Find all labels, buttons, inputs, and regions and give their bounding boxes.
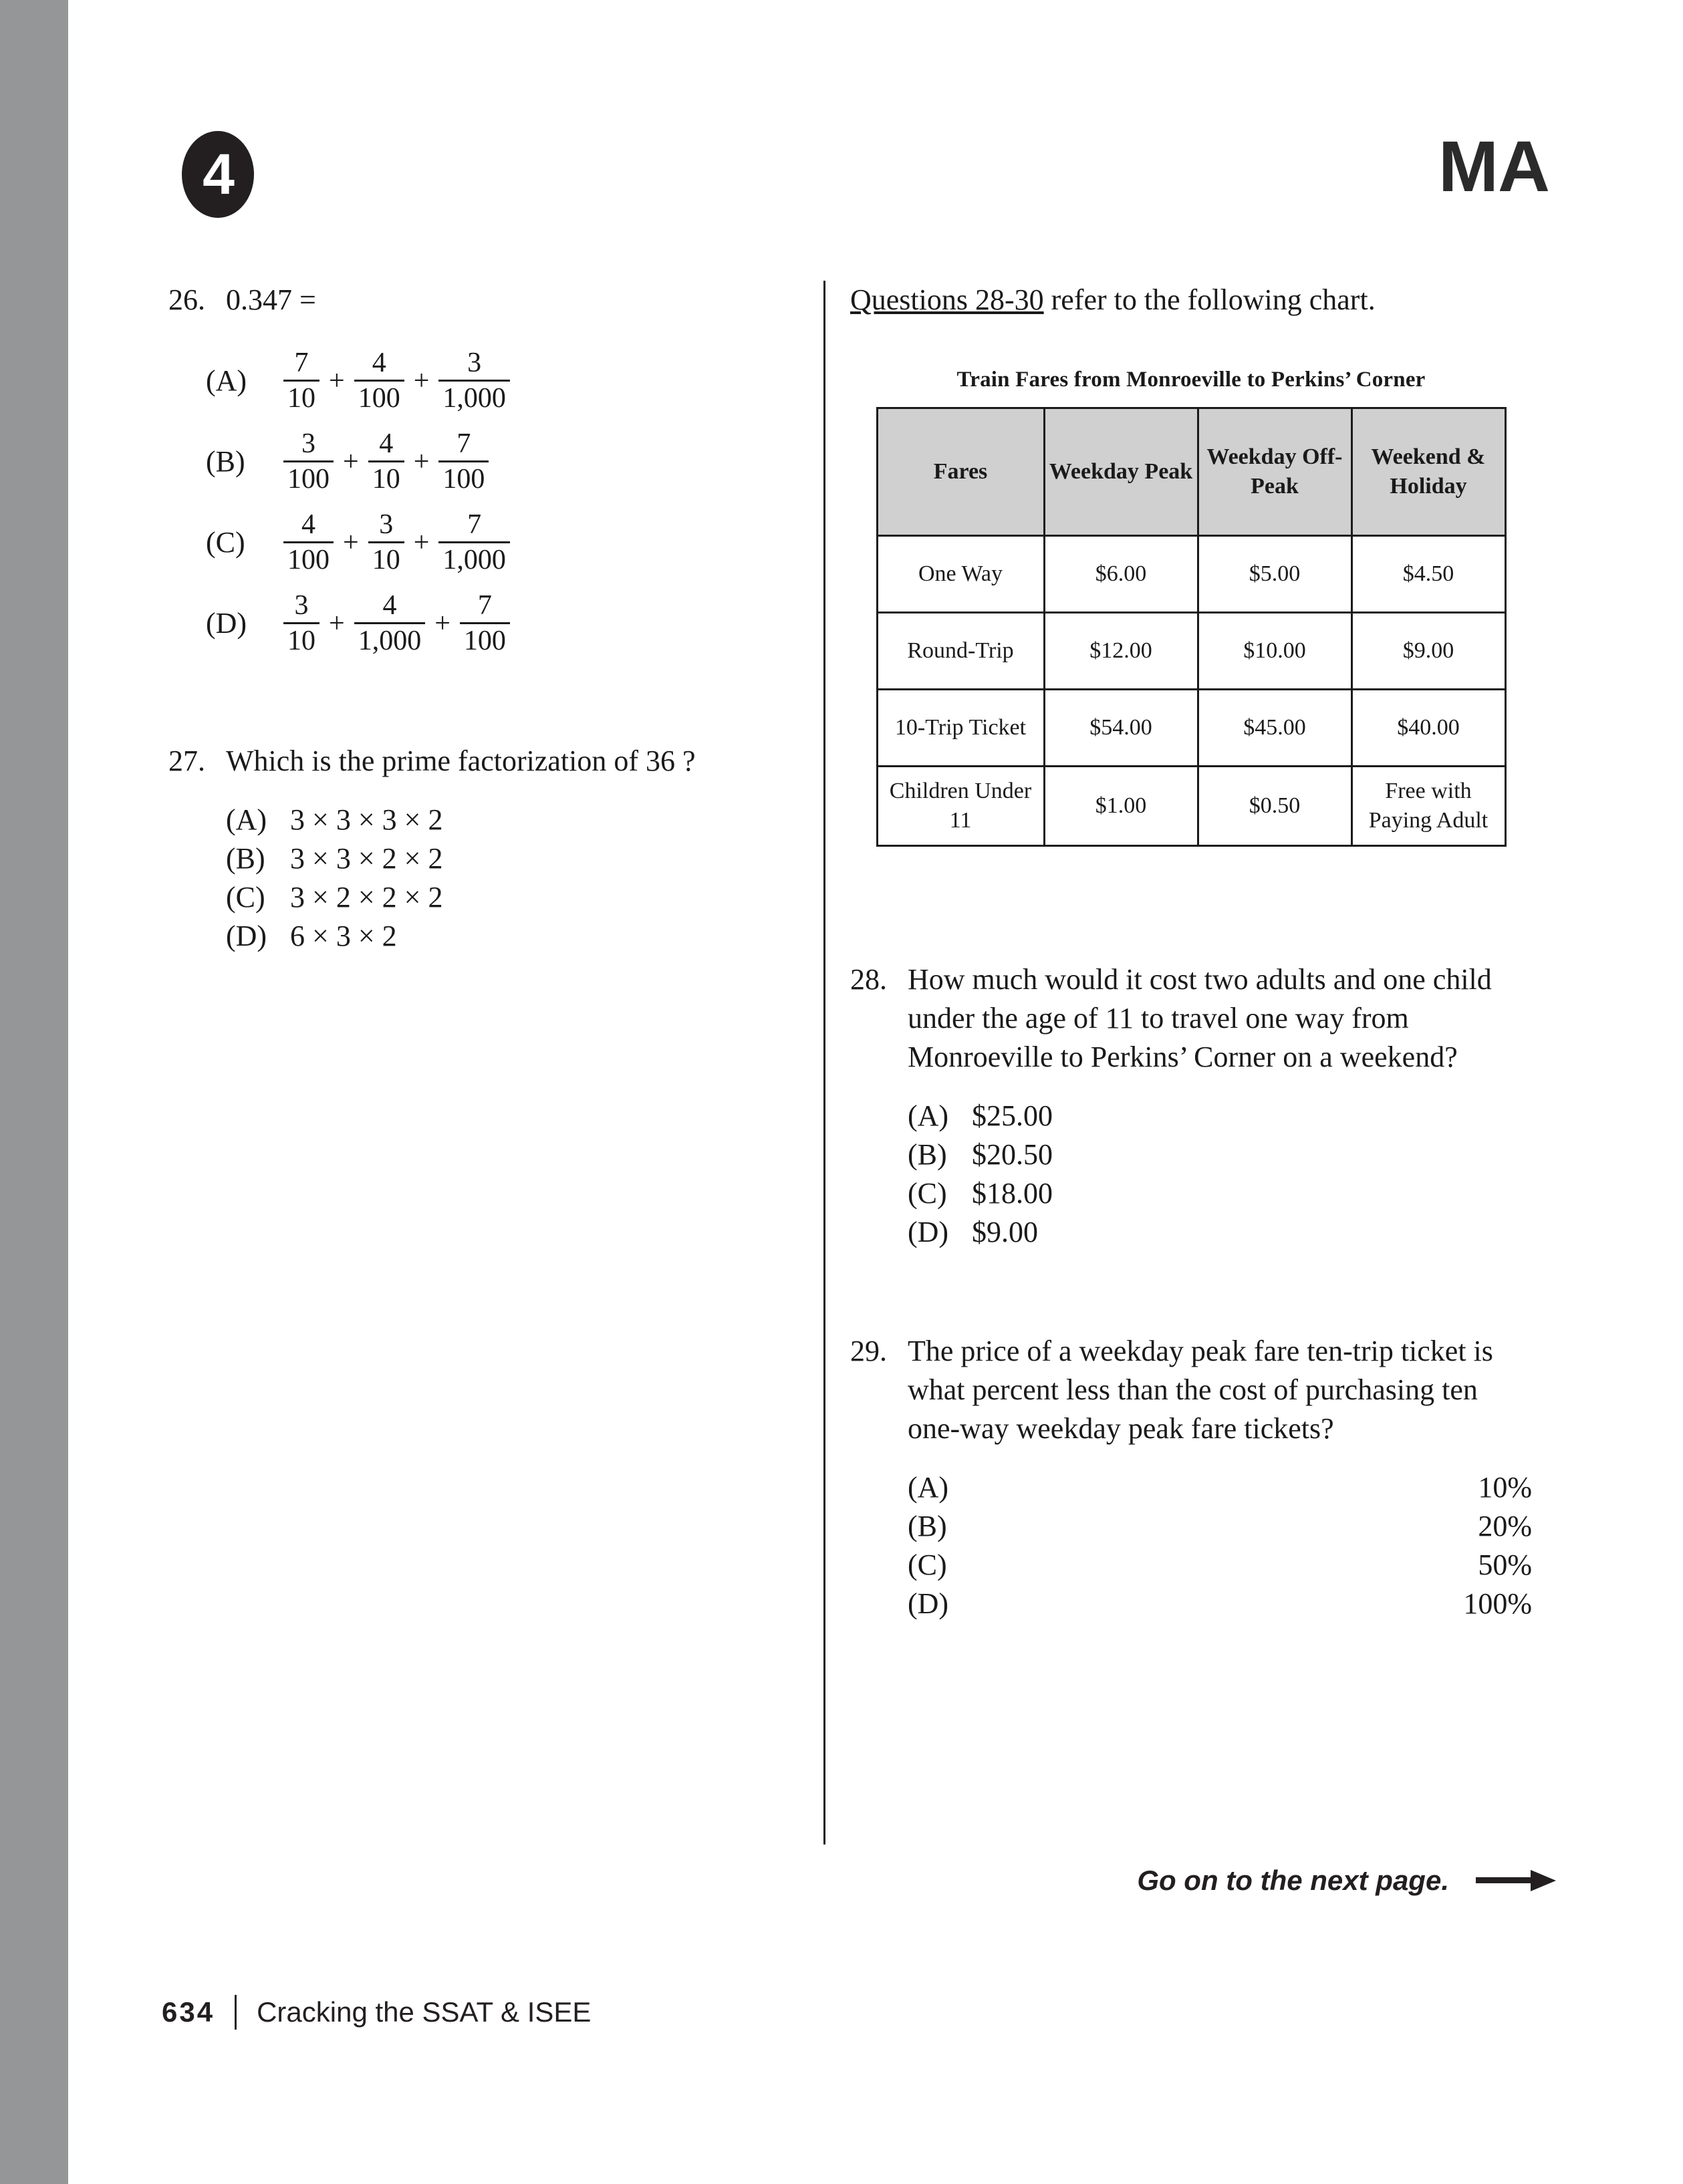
cell-round-trip-weekend: $9.00 xyxy=(1351,613,1505,690)
choice-28-b[interactable] xyxy=(908,1135,1532,1174)
choice-26-c-label: (C) xyxy=(206,525,245,559)
book-title: Cracking the SSAT & ISEE xyxy=(257,1996,592,2028)
choice-29-d-label: (D) xyxy=(908,1587,949,1620)
chart-reference-rest: refer to the following chart. xyxy=(1043,283,1376,316)
go-on-text: Go on to the next page. xyxy=(1137,1865,1449,1896)
plus-operator: + xyxy=(329,365,345,396)
fraction: $\frac{4}{1,000}$ xyxy=(354,591,426,655)
fraction: $\frac{3}{10}$ xyxy=(368,511,404,574)
question-28-number: 28. xyxy=(850,963,887,996)
cell-round-trip-offpeak: $10.00 xyxy=(1198,613,1351,690)
table-row xyxy=(877,613,1505,690)
choice-29-c-value: 50% xyxy=(1478,1548,1532,1581)
choice-28-d[interactable] xyxy=(908,1213,1532,1252)
table-row xyxy=(877,536,1505,613)
choice-28-d-value: $9.00 xyxy=(972,1216,1038,1248)
question-26-number: 26. xyxy=(168,283,205,316)
cell-children-peak: $1.00 xyxy=(1044,767,1198,846)
choice-27-d[interactable] xyxy=(226,917,837,956)
fraction: $\frac{4}{10}$ xyxy=(368,430,404,493)
right-column xyxy=(850,281,1532,1623)
column-header-weekend-holiday: Weekend & Holiday xyxy=(1351,408,1505,536)
choice-29-b[interactable] xyxy=(908,1507,1532,1546)
choice-27-a-label: (A) xyxy=(226,803,267,836)
fares-table-title: Train Fares from Monroeville to Perkins’ Corner xyxy=(956,368,1426,392)
choice-29-a[interactable] xyxy=(908,1468,1532,1507)
footer-divider xyxy=(235,1995,237,2030)
question-28-text: How much would it cost two adults and one child under the age of 11 to travel one way from Monroeville to Perkins’ Corner on a weekend? xyxy=(908,963,1492,1073)
chart-reference-intro xyxy=(850,281,1532,319)
choice-27-d-value: 6 × 3 × 2 xyxy=(290,920,397,952)
choice-29-d-value: 100% xyxy=(1463,1587,1532,1620)
question-29 xyxy=(850,1332,1532,1623)
choice-28-c[interactable] xyxy=(908,1174,1532,1213)
choice-27-c-value: 3 × 2 × 2 × 2 xyxy=(290,881,443,914)
column-divider-rule xyxy=(823,281,825,1845)
right-arrow-icon xyxy=(1476,1869,1556,1893)
choice-26-c-expression xyxy=(279,511,514,574)
question-29-choices xyxy=(908,1468,1532,1623)
choice-26-b-label: (B) xyxy=(206,444,245,478)
choice-27-b[interactable] xyxy=(226,839,837,878)
cell-one-way-peak: $6.00 xyxy=(1044,536,1198,613)
plus-operator: + xyxy=(413,527,430,558)
chart-reference-questions: Questions 28-30 xyxy=(850,283,1044,316)
row-label-round-trip: Round-Trip xyxy=(877,613,1044,690)
section-number-badge: 4 xyxy=(182,131,254,218)
choice-27-b-value: 3 × 3 × 2 × 2 xyxy=(290,842,443,875)
question-28-choices xyxy=(908,1097,1532,1252)
question-27 xyxy=(168,742,837,956)
question-29-text: The price of a weekday peak fare ten-trip ticket is what percent less than the cost of purchasing ten one-way weekday peak fare tickets? xyxy=(908,1335,1493,1445)
question-27-choices xyxy=(226,801,837,956)
go-on-notice xyxy=(1137,1865,1556,1897)
question-26-choices xyxy=(206,349,837,655)
plus-operator: + xyxy=(413,446,430,477)
question-29-number: 29. xyxy=(850,1335,887,1367)
question-27-number: 27. xyxy=(168,744,205,777)
plus-operator: + xyxy=(434,607,450,639)
choice-28-a[interactable] xyxy=(908,1097,1532,1135)
choice-26-a-label: (A) xyxy=(206,364,247,397)
table-header-row xyxy=(877,408,1505,536)
column-header-weekday-peak: Weekday Peak xyxy=(1044,408,1198,536)
choice-26-a[interactable] xyxy=(206,349,837,412)
question-27-text: Which is the prime factorization of 36 ? xyxy=(226,744,696,777)
question-26-text: 0.347 = xyxy=(226,283,316,316)
fraction: $\frac{7}{100}$ xyxy=(460,591,510,655)
left-column xyxy=(168,281,837,956)
choice-28-a-label: (A) xyxy=(908,1099,949,1132)
fraction: $\frac{3}{100}$ xyxy=(283,430,334,493)
choice-28-b-label: (B) xyxy=(908,1138,947,1171)
cell-ten-trip-offpeak: $45.00 xyxy=(1198,690,1351,767)
subject-code-label: MA xyxy=(1438,126,1549,207)
choice-26-d-expression xyxy=(279,591,514,655)
page-number: 634 xyxy=(162,1996,215,2028)
question-26 xyxy=(168,281,837,655)
fares-table xyxy=(876,407,1507,847)
question-28 xyxy=(850,960,1532,1252)
choice-26-c[interactable] xyxy=(206,511,837,574)
table-row xyxy=(877,690,1505,767)
choice-27-a[interactable] xyxy=(226,801,837,839)
choice-27-a-value: 3 × 3 × 3 × 2 xyxy=(290,803,443,836)
fraction: $\frac{7}{1,000}$ xyxy=(438,511,510,574)
cell-one-way-weekend: $4.50 xyxy=(1351,536,1505,613)
cell-one-way-offpeak: $5.00 xyxy=(1198,536,1351,613)
plus-operator: + xyxy=(343,446,359,477)
cell-ten-trip-weekend: $40.00 xyxy=(1351,690,1505,767)
choice-29-c[interactable] xyxy=(908,1546,1532,1585)
page-footer xyxy=(162,1995,591,2030)
choice-29-c-label: (C) xyxy=(908,1548,947,1581)
choice-29-a-label: (A) xyxy=(908,1471,949,1504)
cell-ten-trip-peak: $54.00 xyxy=(1044,690,1198,767)
choice-26-d-label: (D) xyxy=(206,606,247,640)
choice-29-b-value: 20% xyxy=(1478,1510,1532,1542)
choice-28-a-value: $25.00 xyxy=(972,1099,1053,1132)
fraction: $\frac{3}{10}$ xyxy=(283,591,319,655)
choice-28-d-label: (D) xyxy=(908,1216,949,1248)
cell-children-offpeak: $0.50 xyxy=(1198,767,1351,846)
fraction: $\frac{3}{1,000}$ xyxy=(438,349,510,412)
choice-29-d[interactable] xyxy=(908,1585,1532,1623)
choice-27-b-label: (B) xyxy=(226,842,265,875)
fraction: $\frac{4}{100}$ xyxy=(283,511,334,574)
choice-27-c-label: (C) xyxy=(226,881,265,914)
plus-operator: + xyxy=(413,365,430,396)
cell-children-weekend: Free with Paying Adult xyxy=(1351,767,1505,846)
fraction: $\frac{7}{10}$ xyxy=(283,349,319,412)
fraction: $\frac{4}{100}$ xyxy=(354,349,404,412)
choice-26-b-expression xyxy=(279,430,493,493)
choice-27-c[interactable] xyxy=(226,878,837,917)
choice-28-b-value: $20.50 xyxy=(972,1138,1053,1171)
table-row xyxy=(877,767,1505,846)
choice-29-a-value: 10% xyxy=(1478,1471,1532,1504)
choice-26-b[interactable] xyxy=(206,430,837,493)
choice-28-c-value: $18.00 xyxy=(972,1177,1053,1210)
row-label-one-way: One Way xyxy=(877,536,1044,613)
plus-operator: + xyxy=(329,607,345,639)
choice-28-c-label: (C) xyxy=(908,1177,947,1210)
row-label-children: Children Under 11 xyxy=(877,767,1044,846)
column-header-weekday-offpeak: Weekday Off-Peak xyxy=(1198,408,1351,536)
row-label-ten-trip: 10-Trip Ticket xyxy=(877,690,1044,767)
choice-26-d[interactable] xyxy=(206,591,837,655)
choice-27-d-label: (D) xyxy=(226,920,267,952)
cell-round-trip-peak: $12.00 xyxy=(1044,613,1198,690)
choice-26-a-expression xyxy=(279,349,514,412)
page-content xyxy=(68,0,1683,2184)
fraction: $\frac{7}{100}$ xyxy=(438,430,489,493)
plus-operator: + xyxy=(343,527,359,558)
choice-29-b-label: (B) xyxy=(908,1510,947,1542)
column-header-fares: Fares xyxy=(877,408,1044,536)
left-margin-bar xyxy=(0,0,68,2184)
